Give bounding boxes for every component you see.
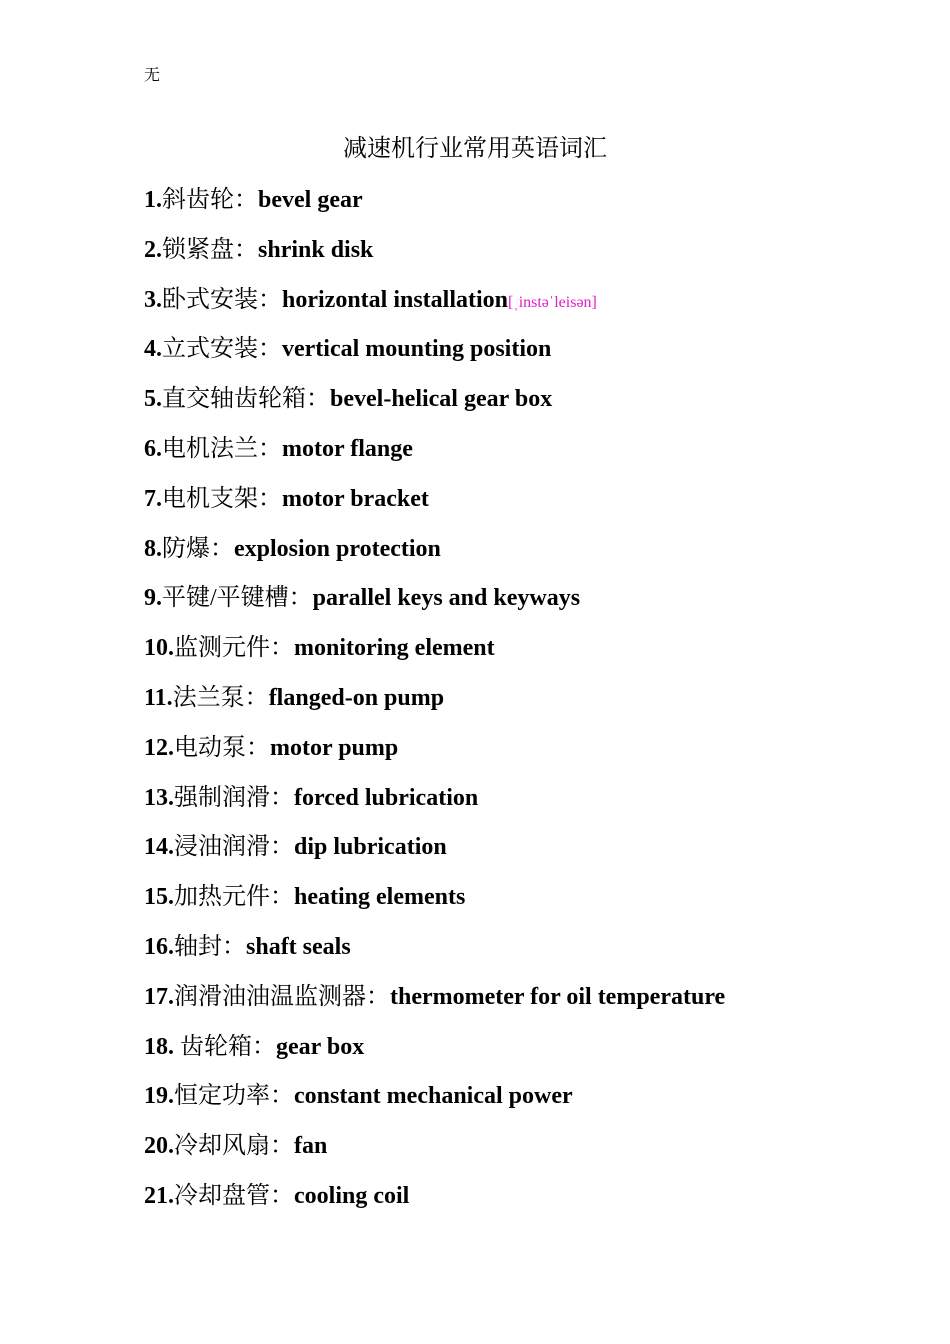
term-number: 15. [144, 884, 174, 911]
term-number: 3. [144, 286, 162, 313]
term-english: motor pump [270, 734, 399, 761]
term-english: motor flange [282, 435, 413, 462]
term-number: 7. [144, 485, 162, 512]
term-chinese: 冷却盘管： [174, 1182, 294, 1209]
term-chinese: 润滑油油温监测器： [174, 983, 390, 1010]
term-english: vertical mounting position [282, 336, 552, 363]
term-chinese: 平键/平键槽： [162, 585, 313, 612]
term-english: bevel-helical gear box [330, 386, 553, 413]
term-english: explosion protection [234, 535, 441, 562]
term-item [144, 482, 924, 532]
term-chinese: 直交轴齿轮箱： [162, 386, 330, 413]
term-item [144, 1179, 924, 1229]
term-item [144, 830, 924, 880]
term-number: 5. [144, 386, 162, 413]
term-item [144, 233, 924, 283]
term-english: flanged-on pump [268, 684, 445, 711]
term-number: 14. [144, 834, 174, 861]
term-number: 2. [144, 236, 162, 263]
term-item [144, 382, 924, 432]
term-item [144, 1129, 924, 1179]
term-english: horizontal installation [282, 286, 509, 313]
term-english: motor bracket [282, 485, 429, 512]
term-item [144, 930, 924, 980]
term-list [144, 183, 924, 1229]
term-number: 10. [144, 635, 174, 662]
term-number: 17. [144, 983, 174, 1010]
term-item [144, 980, 924, 1030]
term-chinese: 卧式安装： [162, 286, 282, 313]
term-chinese: 轴封： [174, 933, 246, 960]
term-chinese: 齿轮箱： [180, 1033, 276, 1060]
term-number: 9. [144, 585, 162, 612]
term-english: gear box [276, 1033, 365, 1060]
term-number: 21. [144, 1182, 174, 1209]
term-number: 4. [144, 336, 162, 363]
term-chinese: 斜齿轮： [162, 187, 258, 213]
term-item [144, 631, 924, 681]
term-chinese: 电动泵： [174, 734, 270, 761]
term-number: 19. [144, 1083, 174, 1110]
term-chinese: 锁紧盘： [162, 236, 258, 263]
term-item [144, 332, 924, 382]
term-english: cooling coil [294, 1182, 410, 1209]
term-item [144, 1030, 924, 1080]
term-item [144, 432, 924, 482]
term-english: monitoring element [294, 635, 495, 662]
term-english: shaft seals [246, 933, 351, 960]
term-chinese: 电机支架： [162, 485, 282, 512]
term-number: 20. [144, 1133, 174, 1160]
term-english: fan [294, 1133, 328, 1160]
term-english: bevel gear [258, 187, 363, 213]
term-chinese: 冷却风扇： [174, 1133, 294, 1160]
term-english: thermometer for oil temperature [390, 983, 726, 1010]
term-chinese: 电机法兰： [162, 435, 282, 462]
term-number: 6. [144, 435, 162, 462]
term-number: 18. [144, 1033, 180, 1060]
term-item [144, 781, 924, 831]
term-number: 16. [144, 933, 174, 960]
term-english: forced lubrication [294, 784, 479, 811]
term-phonetic: [ˌinstəˈleisən] [508, 293, 597, 311]
term-item [144, 1079, 924, 1129]
term-item [144, 880, 924, 930]
term-number: 12. [144, 734, 174, 761]
term-number: 8. [144, 535, 162, 562]
term-item [144, 581, 924, 631]
term-item [144, 532, 924, 582]
term-number: 13. [144, 784, 174, 811]
page-title: 减速机行业常用英语词汇 [343, 136, 607, 162]
term-chinese: 立式安装： [162, 336, 282, 363]
term-chinese: 加热元件： [174, 884, 294, 911]
term-chinese: 监测元件： [174, 635, 294, 662]
term-item [144, 681, 924, 731]
term-chinese: 法兰泵： [172, 684, 269, 711]
term-chinese: 恒定功率： [174, 1083, 294, 1110]
term-chinese: 强制润滑： [174, 784, 294, 811]
term-english: heating elements [294, 884, 466, 911]
term-item [144, 731, 924, 781]
term-english: shrink disk [258, 236, 374, 263]
term-number: 11. [144, 684, 173, 711]
term-chinese: 防爆： [162, 535, 234, 562]
term-item [144, 183, 924, 233]
term-chinese: 浸油润滑： [174, 834, 294, 861]
term-item [144, 283, 924, 333]
term-english: parallel keys and keyways [312, 585, 581, 612]
term-english: dip lubrication [294, 834, 447, 861]
term-number: 1. [144, 187, 162, 213]
page-header: 无 [144, 67, 161, 84]
term-english: constant mechanical power [294, 1083, 573, 1110]
